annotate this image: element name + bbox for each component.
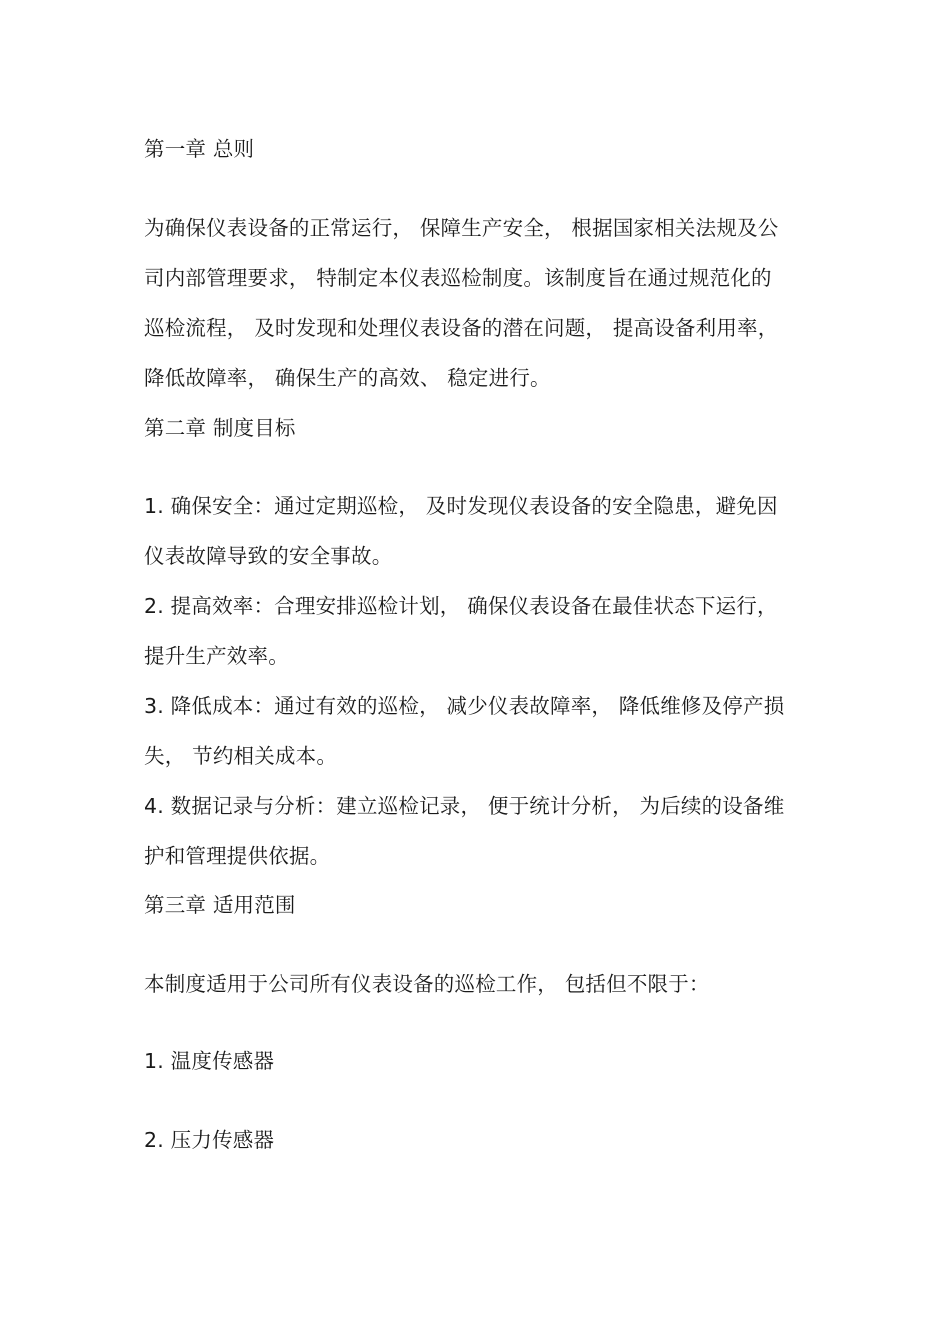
goal-1-line-1: 1. 确保安全：通过定期巡检， 及时发现仪表设备的安全隐患，避免因 [144,494,778,518]
scope-item-1: 1. 温度传感器 [144,1049,275,1073]
chapter-1-paragraph-line-4: 降低故障率， 确保生产的高效、 稳定进行。 [144,366,551,390]
chapter-1-paragraph-line-1: 为确保仪表设备的正常运行， 保障生产安全， 根据国家相关法规及公 [144,216,779,240]
goal-1-line-2: 仪表故障导致的安全事故。 [144,544,393,568]
goal-2-line-2: 提升生产效率。 [144,644,289,668]
chapter-2-heading: 第二章 制度目标 [144,416,296,440]
chapter-1-paragraph-line-3: 巡检流程， 及时发现和处理仪表设备的潜在问题， 提高设备利用率， [144,316,779,340]
chapter-3-intro: 本制度适用于公司所有仪表设备的巡检工作， 包括但不限于： [144,972,710,996]
goal-3-line-1: 3. 降低成本：通过有效的巡检， 减少仪表故障率， 降低维修及停产损 [144,694,785,718]
goal-2-line-1: 2. 提高效率：合理安排巡检计划， 确保仪表设备在最佳状态下运行， [144,594,778,618]
chapter-3-heading: 第三章 适用范围 [144,893,296,917]
goal-4-line-2: 护和管理提供依据。 [144,844,331,868]
goal-3-line-2: 失， 节约相关成本。 [144,744,338,768]
chapter-1-heading: 第一章 总则 [144,137,255,161]
goal-4-line-1: 4. 数据记录与分析：建立巡检记录， 便于统计分析， 为后续的设备维 [144,794,785,818]
scope-item-2: 2. 压力传感器 [144,1128,275,1152]
chapter-1-paragraph-line-2: 司内部管理要求， 特制定本仪表巡检制度。该制度旨在通过规范化的 [144,266,772,290]
